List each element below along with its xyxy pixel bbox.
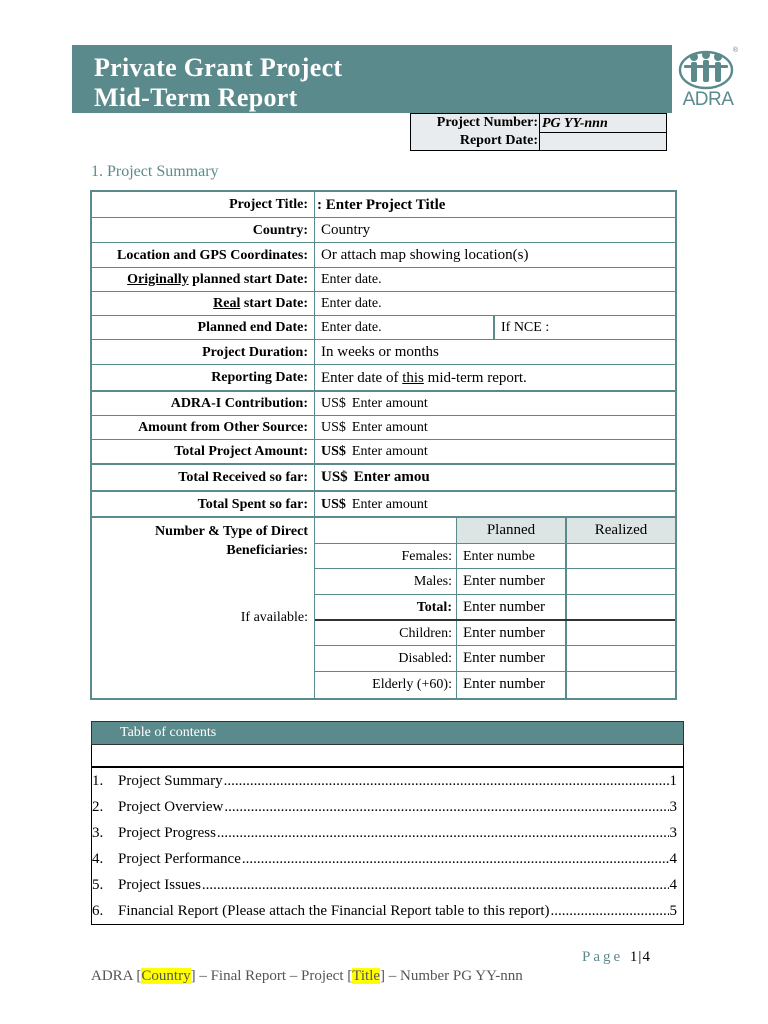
adra-logo-icon xyxy=(672,45,740,93)
orig-start-date-input[interactable]: Enter date. xyxy=(321,272,382,287)
currency-label: US$ xyxy=(321,497,346,512)
toc-number: 1. xyxy=(92,773,104,789)
real-start-date-input[interactable]: Enter date. xyxy=(321,296,382,311)
toc-leader xyxy=(551,898,669,924)
beneficiary-row xyxy=(315,544,675,570)
row-other-source xyxy=(92,416,675,440)
beneficiary-row xyxy=(315,595,675,621)
row-duration xyxy=(92,340,675,365)
field-label: ADRA-I Contribution: xyxy=(92,392,315,415)
toc-label: Project Issues xyxy=(118,877,201,893)
beneficiary-type: Females: xyxy=(315,544,457,569)
total-amount-input[interactable] xyxy=(315,440,675,463)
row-planned-end xyxy=(92,316,675,340)
field-label: Project Duration: xyxy=(92,340,315,364)
other-source-input[interactable] xyxy=(315,416,675,439)
toc-leader xyxy=(217,820,669,846)
project-number-label: Project Number: xyxy=(436,115,538,130)
currency-label: US$ xyxy=(321,469,348,485)
row-real-start xyxy=(92,292,675,316)
project-title-input[interactable]: : Enter Project Title xyxy=(317,197,446,213)
realized-input[interactable] xyxy=(567,646,675,671)
header-blank-cell xyxy=(315,518,457,543)
footer-country-placeholder: Country xyxy=(141,968,191,984)
toc-number: 2. xyxy=(92,799,104,815)
total-spent-input[interactable] xyxy=(315,492,675,516)
field-label-rest: start Date: xyxy=(240,296,308,311)
realized-input[interactable] xyxy=(567,595,675,619)
field-label-underlined: Real xyxy=(213,296,241,311)
beneficiaries-label-line1: Number & Type of Direct xyxy=(155,524,308,539)
realized-input[interactable] xyxy=(567,569,675,594)
toc-label: Project Performance xyxy=(118,851,241,867)
beneficiaries-header-row xyxy=(315,518,675,544)
toc-label: Project Progress xyxy=(118,825,216,841)
field-label: Amount from Other Source: xyxy=(92,416,315,439)
page-footer xyxy=(91,968,523,985)
field-label: Project Title: xyxy=(92,192,315,217)
toc-page: 4 xyxy=(669,851,677,867)
title-line-2: Mid-Term Report xyxy=(94,83,298,112)
planned-input[interactable]: Enter numbe xyxy=(457,544,567,569)
footer-text: ] – Number PG YY-nnn xyxy=(380,968,523,984)
row-total-amount xyxy=(92,440,675,465)
currency-label: US$ xyxy=(321,444,346,459)
beneficiary-type: Children: xyxy=(315,621,457,646)
toc-leader xyxy=(202,872,669,898)
amount-value: Enter amount xyxy=(351,497,428,512)
planned-header: Planned xyxy=(457,518,567,543)
table-of-contents xyxy=(91,767,684,925)
toc-page: 5 xyxy=(669,903,677,919)
duration-input[interactable]: In weeks or months xyxy=(321,344,439,360)
beneficiaries-label xyxy=(155,522,308,560)
beneficiaries-label-line2: Beneficiaries: xyxy=(226,543,308,558)
page-total: 4 xyxy=(642,949,651,965)
row-country xyxy=(92,218,675,243)
total-received-input[interactable] xyxy=(315,465,675,490)
amount-value: Enter amount xyxy=(351,396,428,411)
reporting-date-text: mid-term report. xyxy=(423,370,527,386)
toc-label: Project Overview xyxy=(118,799,224,815)
currency-label: US$ xyxy=(321,396,346,411)
page-number xyxy=(582,949,651,966)
footer-text: ] – Final Report – Project [ xyxy=(190,968,353,984)
row-adra-contribution xyxy=(92,392,675,416)
reporting-date-text: Enter date of xyxy=(321,370,403,386)
page-prefix: Page xyxy=(582,949,624,965)
toc-blank-row xyxy=(91,745,684,767)
field-label-rest: planned start Date: xyxy=(188,272,308,287)
reporting-date-input[interactable] xyxy=(315,365,675,390)
document-title xyxy=(94,53,342,113)
planned-end-cells xyxy=(315,316,675,339)
amount-value: Enter amount xyxy=(351,444,428,459)
field-label xyxy=(92,292,315,315)
toc-item[interactable] xyxy=(92,846,683,872)
page-current: 1 xyxy=(629,949,639,965)
field-label: Total Received so far: xyxy=(92,465,315,490)
beneficiary-type: Males: xyxy=(315,569,457,594)
beneficiary-row xyxy=(315,672,675,698)
beneficiaries-grid xyxy=(315,518,675,698)
planned-input[interactable]: Enter number xyxy=(457,672,567,698)
field-label: Total Spent so far: xyxy=(92,492,315,516)
field-label: Planned end Date: xyxy=(92,316,315,339)
logo-wordmark: ADRA xyxy=(682,89,734,110)
row-project-title xyxy=(92,192,675,218)
field-label: Total Project Amount: xyxy=(92,440,315,463)
planned-input[interactable]: Enter number xyxy=(457,646,567,671)
report-date-label: Report Date: xyxy=(459,133,538,148)
project-info-box xyxy=(410,113,667,151)
planned-input[interactable]: Enter number xyxy=(457,569,567,594)
toc-leader xyxy=(224,794,668,820)
beneficiaries-label-cell xyxy=(92,518,315,698)
toc-page: 4 xyxy=(669,877,677,893)
field-label: Reporting Date: xyxy=(92,365,315,390)
toc-leader xyxy=(224,768,669,794)
beneficiary-row xyxy=(315,621,675,647)
realized-input[interactable] xyxy=(567,544,675,569)
footer-title-placeholder: Title xyxy=(352,968,381,984)
page-separator: | xyxy=(638,949,643,965)
currency-label: US$ xyxy=(321,420,346,435)
project-summary-table xyxy=(90,190,677,700)
planned-input[interactable]: Enter number xyxy=(457,595,567,619)
toc-item[interactable] xyxy=(92,872,683,898)
toc-item[interactable] xyxy=(92,794,683,820)
registered-mark: ® xyxy=(732,47,738,54)
toc-number: 3. xyxy=(92,825,104,841)
field-label xyxy=(92,268,315,291)
location-input[interactable]: Or attach map showing location(s) xyxy=(321,247,529,263)
toc-page: 3 xyxy=(669,799,677,815)
footer-text: ADRA [ xyxy=(91,968,142,984)
row-reporting-date xyxy=(92,365,675,392)
field-label-underlined: Originally xyxy=(127,272,189,287)
toc-item[interactable] xyxy=(92,898,683,924)
beneficiary-row xyxy=(315,646,675,672)
field-label: Country: xyxy=(92,218,315,242)
project-number-value[interactable]: PG YY-nnn xyxy=(542,116,608,131)
country-input[interactable]: Country xyxy=(321,222,371,238)
adra-contribution-input[interactable] xyxy=(315,392,675,415)
toc-label: Project Summary xyxy=(118,773,223,789)
beneficiary-row xyxy=(315,569,675,595)
beneficiary-type: Elderly (+60): xyxy=(315,672,457,698)
row-total-spent xyxy=(92,492,675,518)
toc-number: 4. xyxy=(92,851,104,867)
section-heading: 1. Project Summary xyxy=(91,163,219,180)
field-label: Location and GPS Coordinates: xyxy=(92,243,315,267)
toc-label: Financial Report (Please attach the Financial Report table to this report) xyxy=(118,903,550,919)
toc-page: 3 xyxy=(669,825,677,841)
planned-end-date-input[interactable]: Enter date. xyxy=(315,316,495,339)
row-location xyxy=(92,243,675,268)
realized-input[interactable] xyxy=(567,621,675,646)
beneficiaries-section xyxy=(92,518,675,698)
row-total-received xyxy=(92,465,675,492)
beneficiary-type: Total: xyxy=(315,595,457,619)
toc-leader xyxy=(242,846,669,872)
toc-title: Table of contents xyxy=(91,721,684,745)
amount-value: Enter amou xyxy=(353,469,430,485)
toc-number: 6. xyxy=(92,903,104,919)
beneficiary-type: Disabled: xyxy=(315,646,457,671)
title-line-1: Private Grant Project xyxy=(94,53,343,82)
row-orig-start xyxy=(92,268,675,292)
toc-page: 1 xyxy=(669,773,677,789)
toc-number: 5. xyxy=(92,877,104,893)
realized-header: Realized xyxy=(567,518,675,543)
adra-logo xyxy=(672,45,740,113)
toc-item[interactable] xyxy=(92,768,683,794)
planned-input[interactable]: Enter number xyxy=(457,621,567,646)
realized-input[interactable] xyxy=(567,672,675,698)
reporting-date-emphasis: this xyxy=(402,370,424,386)
amount-value: Enter amount xyxy=(351,420,428,435)
toc-item[interactable] xyxy=(92,820,683,846)
if-available-label: If available: xyxy=(240,610,308,625)
nce-input[interactable]: If NCE : xyxy=(501,320,550,335)
